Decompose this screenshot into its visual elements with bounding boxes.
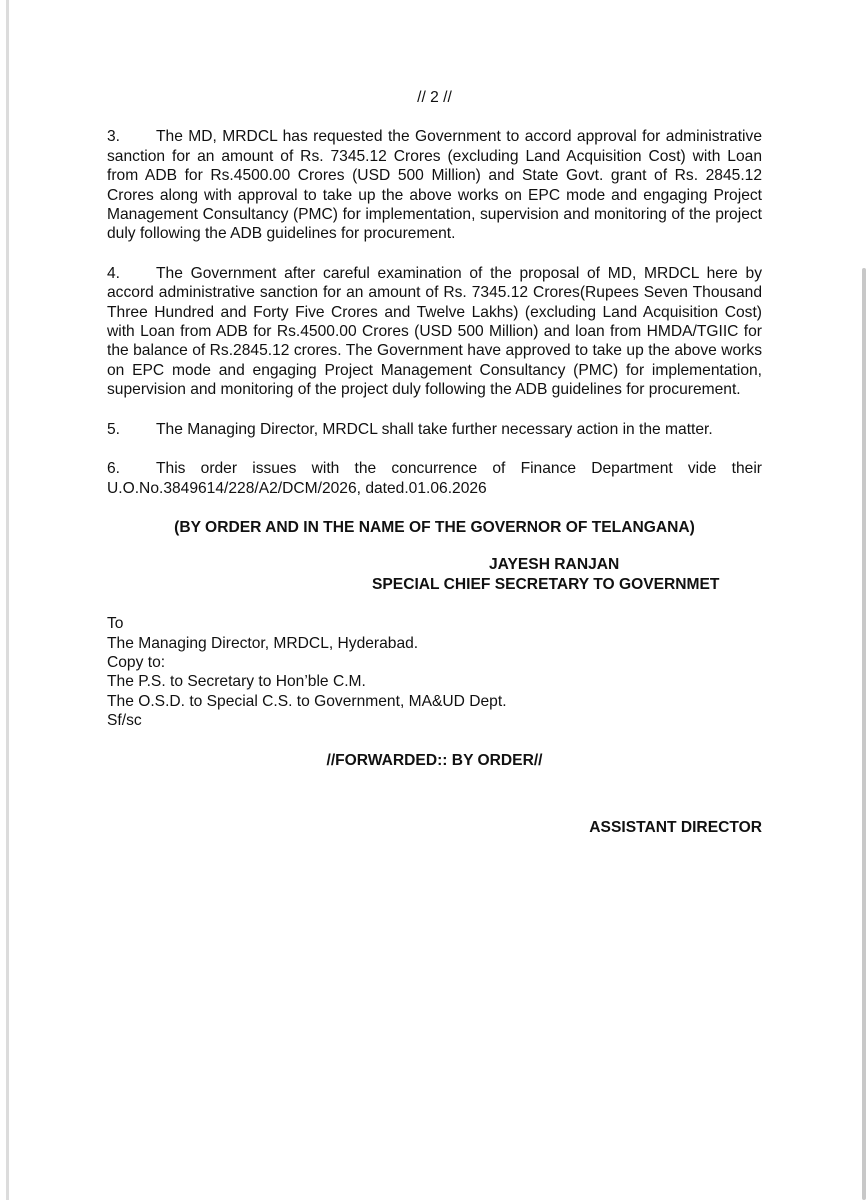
assistant-director-title: ASSISTANT DIRECTOR (589, 818, 762, 836)
address-line: Copy to: (107, 653, 166, 671)
address-block (107, 614, 762, 730)
signatory-title: SPECIAL CHIEF SECRETARY TO GOVERNMET (372, 575, 720, 593)
paragraph-text: The MD, MRDCL has requested the Government to accord approval for administrative sanction for an amount of Rs. 7345.12 Crores (excluding Land Acquisition Cost) with Loan from ADB for Rs.4500.00 Crores (USD 500 Million) and State Govt. grant of Rs. 2845.12 Crores along with approval to take up the above works on EPC mode and engaging Project Management Consultancy (PMC) for implementation, supervision and monitoring of the project duly following the ADB guidelines for procurement. (107, 128, 762, 243)
paragraph-text: The Government after careful examination of the proposal of MD, MRDCL here by accord administrative sanction for an amount of Rs. 7345.12 Crores(Rupees Seven Thousand Three Hundred and Forty Five Crores and Twelve Lakhs) (excluding Land Acquisition Cost) with Loan from ADB for Rs.4500.00 Crores (USD 500 Million) and loan from HMDA/TGIIC for the balance of Rs.2845.12 crores. The Government have approved to take up the above works on EPC mode and engaging Project Management Consultancy (PMC) for implementation, supervision and monitoring of the project duly following the ADB guidelines for procurement. (107, 264, 762, 399)
paragraph-number: 5. (107, 420, 121, 438)
scrollbar[interactable] (862, 268, 866, 1200)
paragraph-4 (107, 264, 762, 400)
forwarded-line: //FORWARDED:: BY ORDER// (326, 751, 543, 769)
address-line: The Managing Director, MRDCL, Hyderabad. (107, 634, 419, 652)
page-edge (6, 0, 9, 1200)
page-number: // 2 // (417, 89, 452, 106)
signatory-block (372, 555, 762, 594)
document-body (107, 88, 762, 837)
paragraph-number: 3. (107, 128, 121, 146)
address-line: The O.S.D. to Special C.S. to Government, MA&UD Dept. (107, 692, 507, 710)
paragraph-3 (107, 127, 762, 243)
paragraph-6 (107, 459, 762, 498)
paragraph-text: The Managing Director, MRDCL shall take further necessary action in the matter. (156, 420, 713, 438)
address-line: To (107, 615, 124, 633)
address-line: The P.S. to Secretary to Hon’ble C.M. (107, 673, 366, 691)
governor-order-line: (BY ORDER AND IN THE NAME OF THE GOVERNOR OF TELANGANA) (174, 518, 695, 536)
paragraph-number: 4. (107, 264, 121, 282)
signatory-name: JAYESH RANJAN (489, 556, 620, 574)
paragraph-text: This order issues with the concurrence of Finance Department vide their U.O.No.3849614/228/A2/DCM/2026, dated.01.06.2026 (107, 460, 762, 497)
paragraph-5 (107, 420, 762, 439)
paragraph-number: 6. (107, 460, 121, 478)
address-line: Sf/sc (107, 712, 142, 730)
